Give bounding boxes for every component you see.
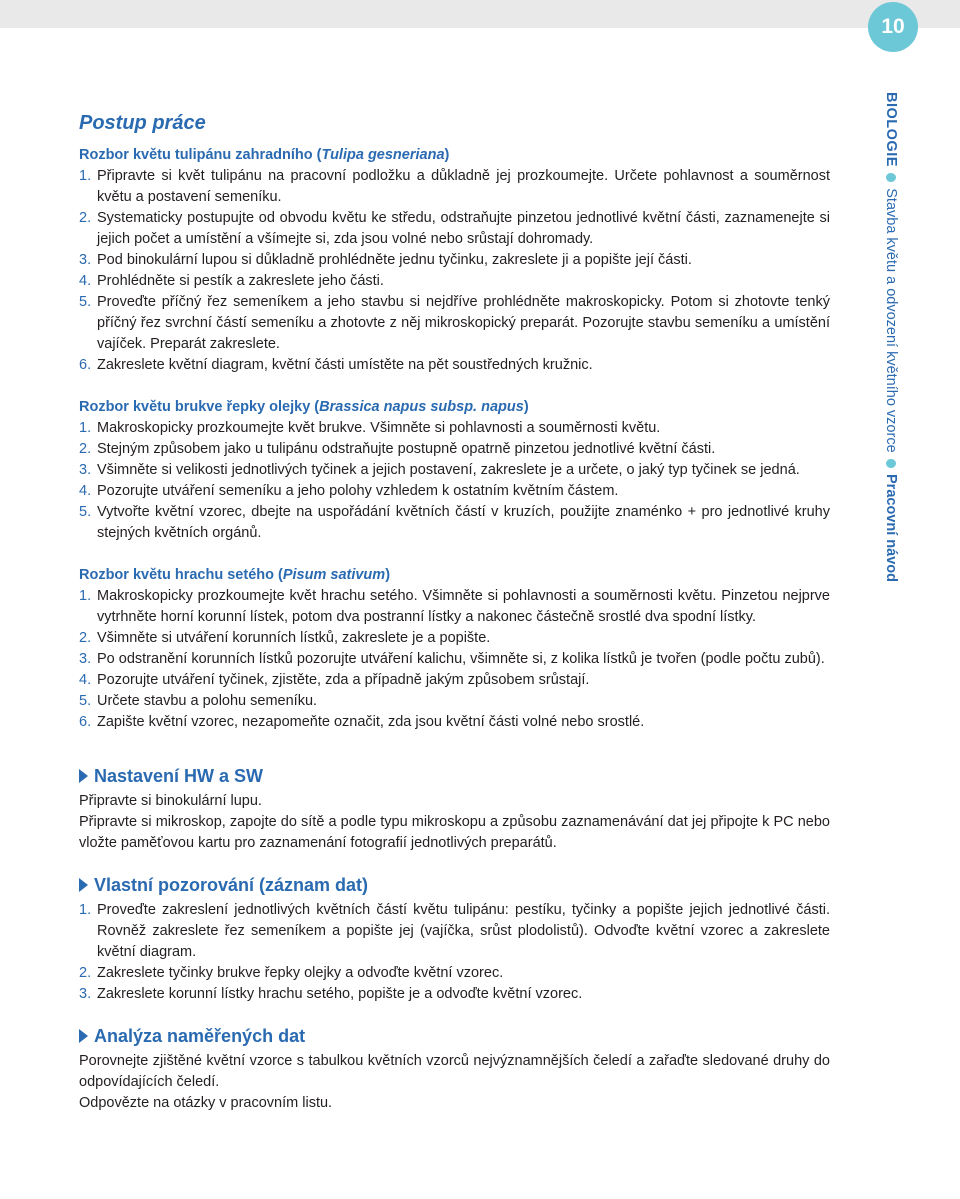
step-text: Zakreslete tyčinky brukve řepky olejky a odvoďte květní vzorec. <box>97 965 504 981</box>
main-content <box>79 112 830 1114</box>
rapeseed-steps <box>79 418 830 544</box>
step-text: Po odstranění korunních lístků pozorujte utváření kalichu, všimněte si, z kolika lístků je tvořen (podle počtu zubů). <box>97 651 825 667</box>
list-item <box>79 292 830 355</box>
step-text: Připravte si květ tulipánu na pracovní podložku a důkladně jej prozkoumejte. Určete pohlavnost a souměrnost květu a postavení semeníku. <box>97 168 830 205</box>
step-text: Zakreslete korunní lístky hrachu setého, popište je a odvoďte květní vzorec. <box>97 986 583 1002</box>
list-item <box>79 481 830 502</box>
step-text: Zakreslete květní diagram, květní části umístěte na pět soustředných kružnic. <box>97 357 593 373</box>
analysis-heading <box>79 1023 830 1049</box>
sidebar-topic: Stavba květu a odvození květního vzorce <box>883 188 899 453</box>
step-text: Pod binokulární lupou si důkladně prohlédněte jednu tyčinku, zakreslete ji a popište její části. <box>97 252 692 268</box>
step-text: Pozorujte utváření semeníku a jeho polohy vzhledem k ostatním květním částem. <box>97 483 619 499</box>
list-item <box>79 250 830 271</box>
step-number: 3. <box>79 986 92 1002</box>
step-number: 3. <box>79 252 92 268</box>
rapeseed-title: Rozbor květu brukve řepky olejky (Brassica napus subsp. napus) <box>79 399 529 415</box>
hw-sw-heading <box>79 763 830 789</box>
observation-steps <box>79 900 830 1005</box>
arrow-right-icon <box>79 769 88 783</box>
step-text: Všimněte si velikosti jednotlivých tyčinek a jejich postavení, zakreslete je a určete, o jaký typ tyčinek se jedná. <box>97 462 800 478</box>
procedure-title: Postup práce <box>79 112 206 134</box>
analysis-title: Analýza naměřených dat <box>94 1026 306 1046</box>
observation-title: Vlastní pozorování (záznam dat) <box>94 875 369 895</box>
tulip-title: Rozbor květu tulipánu zahradního (Tulipa gesneriana) <box>79 147 450 163</box>
list-item <box>79 439 830 460</box>
step-number: 4. <box>79 273 92 289</box>
list-item <box>79 691 830 712</box>
step-number: 5. <box>79 294 92 310</box>
step-number: 3. <box>79 462 92 478</box>
step-number: 2. <box>79 630 92 646</box>
step-text: Stejným způsobem jako u tulipánu odstraňujte postupně opatrně pinzetou jednotlivé květní části. <box>97 441 716 457</box>
step-text: Makroskopicky prozkoumejte květ brukve. Všimněte si pohlavnosti a souměrnosti květu. <box>97 420 661 436</box>
pea-title: Rozbor květu hrachu setého (Pisum sativum) <box>79 567 391 583</box>
analysis-paragraph: Porovnejte zjištěné květní vzorce s tabulkou květních vzorců nejvýznamnějších čeledí a zařaďte sledované druhy do odpovídajících čeledí. <box>79 1053 830 1090</box>
step-text: Proveďte zakreslení jednotlivých květních částí květu tulipánu: pestíku, tyčinky a popište jejich jednotlivé části. Rovněž zakreslete řez semeníkem a popište jej (vajíčka, srůst plodolistů). Odvoďte květní vzorec a zakreslete květní diagram. <box>97 902 830 960</box>
hw-sw-title: Nastavení HW a SW <box>94 766 264 786</box>
list-item <box>79 460 830 481</box>
list-item <box>79 670 830 691</box>
list-item <box>79 418 830 439</box>
step-number: 2. <box>79 210 92 226</box>
page-number-badge: 10 <box>868 2 918 52</box>
step-text: Makroskopicky prozkoumejte květ hrachu setého. Všimněte si pohlavnosti a souměrnosti květu. Pinzetou nejprve vytrhněte horní korunní lístek, potom dva postranní lístky a nakonec částečně srostlé dva spodní lístky. <box>97 588 830 625</box>
step-text: Pozorujte utváření tyčinek, zjistěte, zda a případně jakým způsobem srůstají. <box>97 672 590 688</box>
observation-heading <box>79 872 830 898</box>
list-item <box>79 271 830 292</box>
step-number: 3. <box>79 651 92 667</box>
step-text: Všimněte si utváření korunních lístků, zakreslete je a popište. <box>97 630 491 646</box>
hw-sw-paragraph: Připravte si mikroskop, zapojte do sítě a podle typu mikroskopu a způsobu zaznamenávání dat jej připojte k PC nebo vložte paměťovou kartu pro zaznamenání fotografií jednotlivých preparátů. <box>79 814 830 851</box>
step-text: Určete stavbu a polohu semeníku. <box>97 693 318 709</box>
list-item <box>79 355 830 376</box>
step-number: 5. <box>79 693 92 709</box>
tulip-steps <box>79 166 830 376</box>
step-text: Zapište květní vzorec, nezapomeňte označit, zda jsou květní části volné nebo srostlé. <box>97 714 645 730</box>
list-item <box>79 502 830 544</box>
step-number: 6. <box>79 714 92 730</box>
arrow-right-icon <box>79 1029 88 1043</box>
step-text: Proveďte příčný řez semeníkem a jeho stavbu si nejdříve prohlédněte makroskopicky. Potom si zhotovte tenký příčný řez svrchní částí semeníku a zhotovte z něj mikroskopický preparát. Pozorujte stavbu semeníku a umístění vajíček. Preparát zakreslete. <box>97 294 830 352</box>
list-item <box>79 712 830 733</box>
step-text: Systematicky postupujte od obvodu květu ke středu, odstraňujte pinzetou jednotlivé květní části, zaznamenejte si jejich počet a umístění a všímejte si, zda jsou volné nebo srůstají dohromady. <box>97 210 830 247</box>
step-text: Prohlédněte si pestík a zakreslete jeho části. <box>97 273 384 289</box>
step-number: 1. <box>79 902 92 918</box>
step-number: 4. <box>79 672 92 688</box>
list-item <box>79 628 830 649</box>
step-number: 1. <box>79 588 92 604</box>
sidebar-subject: BIOLOGIE <box>883 92 899 167</box>
list-item <box>79 963 830 984</box>
list-item <box>79 649 830 670</box>
step-number: 2. <box>79 441 92 457</box>
dot-icon <box>886 459 896 468</box>
list-item <box>79 984 830 1005</box>
list-item <box>79 208 830 250</box>
step-text: Vytvořte květní vzorec, dbejte na uspořádání květních částí v kruzích, použijte znaménko + pro jednotlivé kruhy stejných květních orgánů. <box>97 504 830 541</box>
step-number: 5. <box>79 504 92 520</box>
analysis-paragraph: Odpovězte na otázky v pracovním listu. <box>79 1095 333 1111</box>
step-number: 1. <box>79 420 92 436</box>
sidebar <box>880 92 910 582</box>
step-number: 2. <box>79 965 92 981</box>
step-number: 6. <box>79 357 92 373</box>
pea-steps <box>79 586 830 733</box>
hw-sw-paragraph: Připravte si binokulární lupu. <box>79 793 262 809</box>
list-item <box>79 586 830 628</box>
arrow-right-icon <box>79 878 88 892</box>
top-bar <box>0 0 960 28</box>
step-number: 4. <box>79 483 92 499</box>
sidebar-type: Pracovní návod <box>883 474 899 582</box>
list-item <box>79 166 830 208</box>
dot-icon <box>886 173 896 182</box>
list-item <box>79 900 830 963</box>
step-number: 1. <box>79 168 92 184</box>
